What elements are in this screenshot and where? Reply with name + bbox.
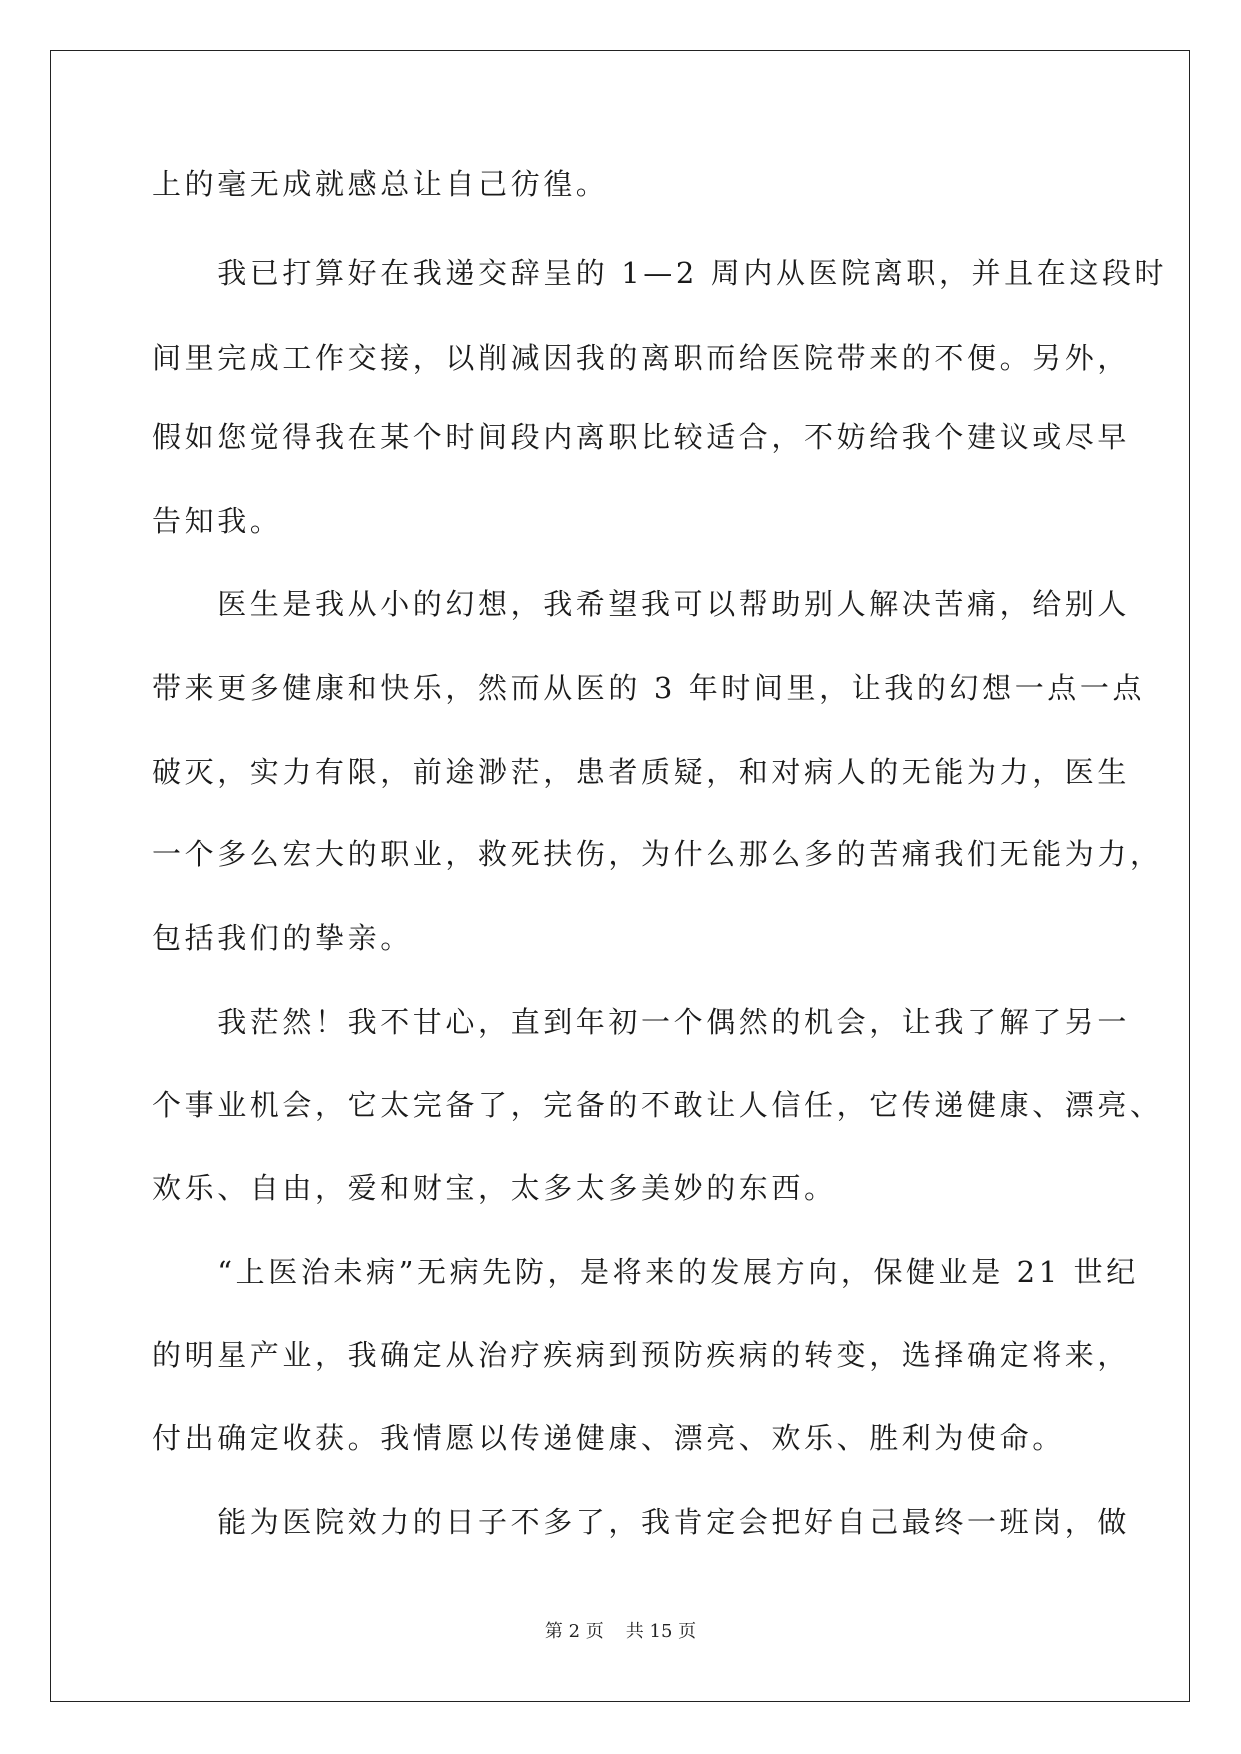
text-line: 医生是我从小的幻想，我希望我可以帮助别人解决苦痛，给别人 [152,587,1131,621]
text-line: 上的毫无成就感总让自己彷徨。 [152,167,609,201]
text-line: 的明星产业，我确定从治疗疾病到预防疾病的转变，选择确定将来， [152,1338,1131,1372]
text-line: 我茫然！我不甘心，直到年初一个偶然的机会，让我了解了另一 [152,1005,1131,1039]
text-line: “上医治未病”无病先防，是将来的发展方向，保健业是 21 世纪 [152,1255,1139,1289]
text-line: 带来更多健康和快乐，然而从医的 3 年时间里，让我的幻想一点一点 [152,671,1146,705]
text-line: 个事业机会，它太完备了，完备的不敢让人信任，它传递健康、漂亮、 [152,1088,1163,1122]
text-line: 告知我。 [152,504,283,538]
page-number-current: 第 2 页 [544,1621,604,1642]
text-line: 一个多么宏大的职业，救死扶伤，为什么那么多的苦痛我们无能为力， [152,837,1163,871]
text-line: 我已打算好在我递交辞呈的 1—2 周内从医院离职，并且在这段时 [152,256,1168,290]
text-line: 包括我们的挚亲。 [152,921,413,955]
text-line: 能为医院效力的日子不多了，我肯定会把好自己最终一班岗，做 [152,1505,1131,1539]
text-line: 欢乐、自由，爱和财宝，太多太多美妙的东西。 [152,1171,837,1205]
text-line: 假如您觉得我在某个时间段内离职比较适合，不妨给我个建议或尽早 [152,420,1131,454]
page-footer [0,1620,1241,1644]
text-line: 破灭，实力有限，前途渺茫，患者质疑，和对病人的无能为力，医生 [152,755,1131,789]
page-number-total: 共 15 页 [625,1621,697,1642]
text-line: 付出确定收获。我情愿以传递健康、漂亮、欢乐、胜利为使命。 [152,1421,1065,1455]
text-line: 间里完成工作交接，以削减因我的离职而给医院带来的不便。另外， [152,341,1131,375]
